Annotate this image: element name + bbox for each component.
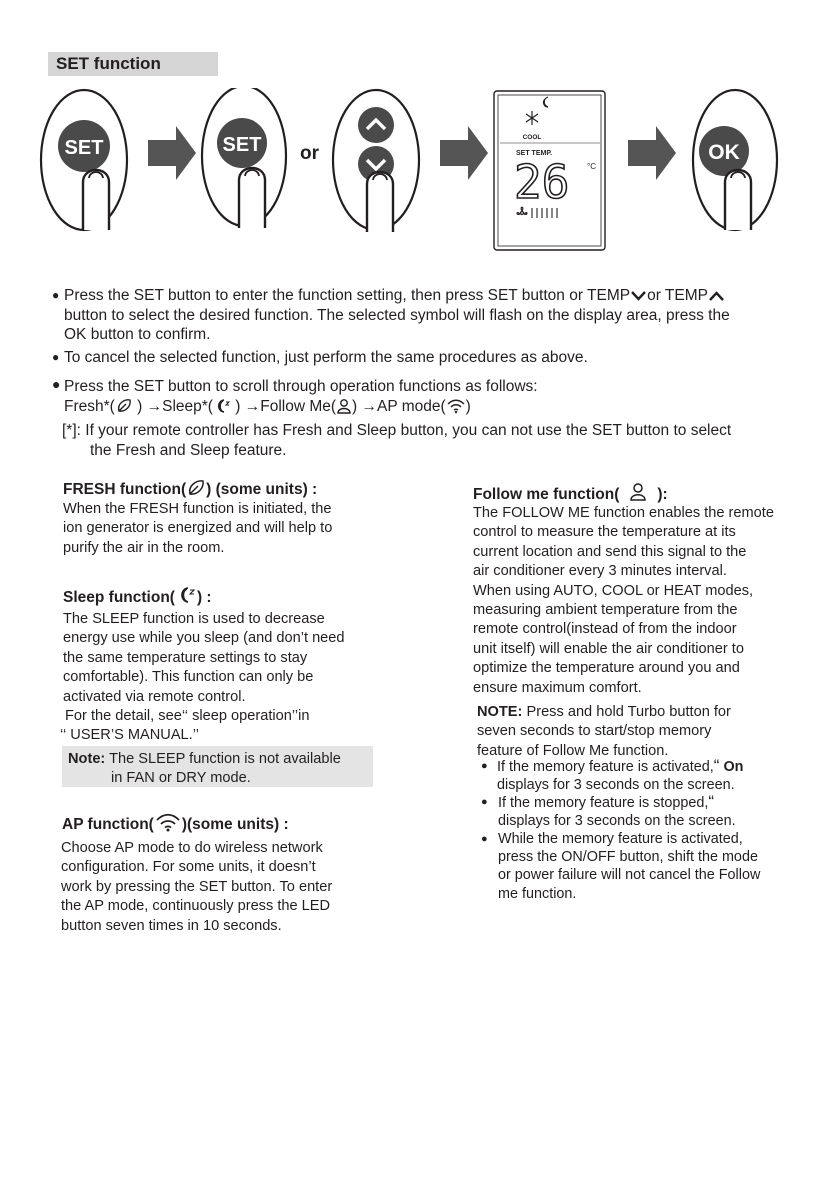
fresh-body: When the FRESH function is initiated, the ion generator is energized and will help to purify the air in the room. — [63, 501, 333, 556]
remote-display — [494, 91, 605, 250]
follow-title: Follow me function( ): — [473, 482, 668, 504]
wifi-icon — [446, 398, 466, 414]
star-note-text: [*]: If your remote controller has Fresh and Sleep button, you can not use the SET button to select — [62, 422, 732, 439]
instruction-text: Press the SET button to scroll through operation functions as follows: — [64, 378, 538, 395]
arrow-right-icon — [148, 126, 196, 180]
star-note-text: the Fresh and Sleep feature. — [90, 441, 287, 459]
cool-label: COOL — [522, 134, 542, 141]
arrow-right-icon — [628, 126, 676, 180]
instruction-text: Press the SET button to enter the function setting, then press SET button or TEMP — [64, 287, 631, 304]
bullet: ● — [52, 350, 60, 364]
instruction-figure — [38, 88, 798, 258]
remote-temp — [333, 90, 419, 232]
person-icon — [336, 398, 352, 414]
ap-body: Choose AP mode to do wireless network configuration. For some units, it doesn’t work by pressing the SET button. To enter the AP mode, continuously press the LED button seven times in 10 seconds. — [61, 840, 333, 934]
instruction-text: button to select the desired function. The selected symbol will flash on the display area, press the — [64, 306, 730, 324]
bullet: ● — [481, 760, 488, 772]
set-label-2: SET — [222, 134, 262, 156]
sleep-icon — [213, 398, 231, 414]
instruction-bullet-2 — [52, 348, 804, 368]
fresh-leaf-icon — [186, 479, 206, 497]
bullet: ● — [481, 833, 488, 845]
memory-bullet-1: ● If the memory feature is activated,“ On displays for 3 seconds on the screen. — [481, 756, 744, 794]
follow-body: The FOLLOW ME function enables the remote control to measure the temperature at its current location and send this signal to the air conditioner every 3 minutes interval. When using AUTO, COOL or HEAT modes, measuring ambient temperature from the remote control(instead of from the indoor unit itself) will enable the air conditioner to optimize the temperature around you and ensure maximum comfort. — [473, 505, 774, 696]
function-sequence: Fresh*( ) →Sleep*( ) →Follow Me( ) →AP mode( ) — [64, 397, 471, 415]
ok-label: OK — [708, 141, 740, 164]
or-label: or — [300, 143, 319, 164]
bullet: ● — [481, 796, 488, 808]
remote-set-2 — [202, 88, 286, 228]
temp-up-button[interactable] — [358, 107, 394, 143]
instruction-text: OK button to confirm. — [64, 326, 211, 343]
sleep-body: The SLEEP function is used to decrease energy use while you sleep (and don’t need the same temperature settings to stay comfortable). This function can only be activated via remote control. For the detail, see‘‘ sleep operation’’in ‘‘ USER’S MANUAL.’’ — [60, 611, 345, 744]
memory-bullet-3: ● While the memory feature is activated, press the ON/OFF button, shift the mode or power failure will not cancel the Follow me function. — [481, 831, 761, 902]
bullet: ● — [52, 376, 61, 392]
set-temp-label: SET TEMP. — [516, 150, 553, 157]
temperature-readout: 26 — [514, 155, 570, 209]
instruction-text: or TEMP — [647, 287, 708, 304]
instruction-text: To cancel the selected function, just perform the same procedures as above. — [64, 349, 588, 366]
fresh-leaf-icon — [115, 398, 133, 414]
ap-title: AP function( )(some units) : — [62, 812, 289, 834]
sleep-icon — [175, 585, 197, 605]
sleep-note-text: Note: The SLEEP function is not available in FAN or DRY mode. — [68, 751, 341, 787]
bullet: ● — [52, 288, 60, 302]
section-title: SET function — [48, 52, 218, 76]
remote-ok — [693, 90, 777, 230]
chevron-down-icon — [630, 289, 647, 303]
memory-bullet-2: ● If the memory feature is stopped,“ displays for 3 seconds on the screen. — [481, 792, 736, 830]
fresh-title: FRESH function( ) (some units) : — [63, 481, 318, 498]
unit-label: °C — [587, 162, 596, 171]
star-note — [62, 421, 802, 460]
set-label-1: SET — [64, 137, 104, 159]
follow-note: NOTE: Press and hold Turbo button for seven seconds to start/stop memory feature of Follow Me function. — [477, 704, 731, 759]
remote-set-1 — [41, 90, 127, 230]
person-icon — [629, 482, 647, 502]
arrow-right-icon — [440, 126, 488, 180]
instruction-bullet-3 — [52, 376, 804, 416]
wifi-icon — [154, 812, 182, 832]
chevron-up-icon — [708, 289, 725, 303]
sleep-title: Sleep function( ) : — [63, 585, 212, 607]
instruction-bullet-1 — [52, 286, 804, 345]
